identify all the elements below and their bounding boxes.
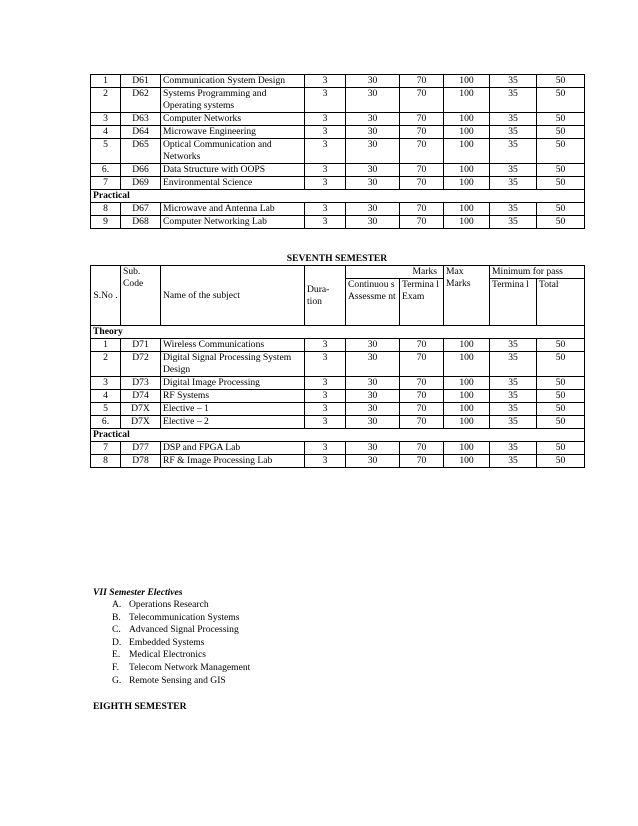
cell-subject: Microwave and Antenna Lab [161,203,305,216]
cell-duration: 3 [305,139,346,164]
cell-terminal: 70 [400,442,444,455]
cell-continuous: 30 [346,88,400,113]
cell-code: D69 [121,177,161,190]
cell-terminal: 70 [400,164,444,177]
cell-terminal: 70 [400,352,444,377]
cell-terminal: 70 [400,88,444,113]
cell-subject: Digital Signal Processing System Design [161,352,305,377]
cell-code: D62 [121,88,161,113]
cell-terminal: 70 [400,113,444,126]
cell-code: D61 [121,75,161,88]
cell-min-total: 50 [537,216,585,229]
cell-terminal: 70 [400,216,444,229]
section-row [91,326,585,339]
elective-item [112,599,250,612]
elective-name: Advanced Signal Processing [129,624,239,636]
cell-sno: 3 [91,113,121,126]
cell-subject: Systems Programming and Operating systems [161,88,305,113]
cell-min-terminal: 35 [490,75,537,88]
cell-duration: 3 [305,416,346,429]
cell-continuous: 30 [346,442,400,455]
header-min-terminal: Termina l [490,279,537,326]
cell-min-terminal: 35 [490,403,537,416]
cell-min-total: 50 [537,126,585,139]
cell-min-terminal: 35 [490,177,537,190]
elective-item [112,649,250,662]
cell-sno: 3 [91,377,121,390]
table-row [91,177,585,190]
table-row [91,352,585,377]
cell-max: 100 [444,403,490,416]
cell-duration: 3 [305,126,346,139]
cell-continuous: 30 [346,216,400,229]
table-row [91,416,585,429]
cell-sno: 8 [91,203,121,216]
cell-code: D63 [121,113,161,126]
cell-terminal: 70 [400,377,444,390]
cell-subject: Environmental Science [161,177,305,190]
cell-code: D66 [121,164,161,177]
cell-max: 100 [444,352,490,377]
cell-min-terminal: 35 [490,442,537,455]
cell-terminal: 70 [400,416,444,429]
seventh-semester-title: SEVENTH SEMESTER [286,253,388,264]
cell-code: D65 [121,139,161,164]
cell-min-total: 50 [537,113,585,126]
cell-min-terminal: 35 [490,113,537,126]
cell-duration: 3 [305,390,346,403]
cell-continuous: 30 [346,403,400,416]
cell-terminal: 70 [400,139,444,164]
table-row [91,139,585,164]
cell-continuous: 30 [346,390,400,403]
elective-letter: D. [112,636,122,648]
cell-max: 100 [444,139,490,164]
header-marks: Marks [346,266,444,279]
sixth-semester-table [90,74,585,229]
cell-continuous: 30 [346,177,400,190]
cell-subject: DSP and FPGA Lab [161,442,305,455]
section-label: Practical [91,429,585,442]
cell-max: 100 [444,416,490,429]
cell-min-total: 50 [537,442,585,455]
cell-terminal: 70 [400,455,444,468]
cell-min-total: 50 [537,455,585,468]
cell-sno: 9 [91,216,121,229]
header-max: Max Marks [444,266,490,326]
electives-list [112,599,250,687]
cell-sno: 2 [91,352,121,377]
table-row [91,403,585,416]
cell-duration: 3 [305,442,346,455]
cell-sno: 6. [91,164,121,177]
cell-subject: RF & Image Processing Lab [161,455,305,468]
cell-max: 100 [444,339,490,352]
cell-duration: 3 [305,403,346,416]
table-row [91,377,585,390]
cell-sno: 4 [91,126,121,139]
cell-min-total: 50 [537,88,585,113]
cell-max: 100 [444,164,490,177]
table-row [91,339,585,352]
cell-duration: 3 [305,88,346,113]
section-label: Practical [91,190,585,203]
cell-code: D74 [121,390,161,403]
cell-sno: 7 [91,442,121,455]
cell-max: 100 [444,216,490,229]
cell-subject: Communication System Design [161,75,305,88]
seventh-semester-table [90,265,585,468]
cell-min-terminal: 35 [490,88,537,113]
cell-min-total: 50 [537,352,585,377]
cell-duration: 3 [305,75,346,88]
cell-min-terminal: 35 [490,416,537,429]
table-row [91,455,585,468]
cell-terminal: 70 [400,390,444,403]
cell-max: 100 [444,442,490,455]
header-sno: S.No . [91,266,121,326]
cell-code: D67 [121,203,161,216]
cell-code: D77 [121,442,161,455]
cell-duration: 3 [305,113,346,126]
section-row [91,190,585,203]
cell-max: 100 [444,390,490,403]
elective-name: Medical Electronics [129,649,206,661]
header-code: Sub. Code [121,266,161,326]
cell-min-terminal: 35 [490,164,537,177]
cell-terminal: 70 [400,203,444,216]
cell-duration: 3 [305,203,346,216]
cell-sno: 2 [91,88,121,113]
cell-duration: 3 [305,339,346,352]
cell-continuous: 30 [346,416,400,429]
cell-min-total: 50 [537,390,585,403]
cell-subject: Optical Communication and Networks [161,139,305,164]
cell-duration: 3 [305,216,346,229]
cell-continuous: 30 [346,164,400,177]
cell-min-terminal: 35 [490,126,537,139]
cell-min-terminal: 35 [490,377,537,390]
cell-max: 100 [444,177,490,190]
cell-max: 100 [444,203,490,216]
elective-item [112,675,250,688]
header-terminal: Termina l Exam [400,279,444,326]
cell-terminal: 70 [400,177,444,190]
cell-subject: Microwave Engineering [161,126,305,139]
elective-letter: C. [112,624,121,636]
section-row [91,429,585,442]
cell-max: 100 [444,377,490,390]
cell-code: D73 [121,377,161,390]
header-minpass: Minimum for pass [490,266,585,279]
table-row [91,203,585,216]
cell-min-terminal: 35 [490,390,537,403]
elective-letter: E. [112,649,121,661]
cell-continuous: 30 [346,455,400,468]
elective-letter: B. [112,611,121,623]
elective-letter: F. [112,661,119,673]
header-continuous: Continuou s Assessme nt [346,279,400,326]
cell-min-total: 50 [537,177,585,190]
cell-min-terminal: 35 [490,339,537,352]
cell-min-total: 50 [537,75,585,88]
cell-continuous: 30 [346,377,400,390]
table-row [91,442,585,455]
cell-max: 100 [444,75,490,88]
cell-duration: 3 [305,164,346,177]
cell-duration: 3 [305,177,346,190]
cell-min-total: 50 [537,416,585,429]
cell-sno: 1 [91,339,121,352]
cell-continuous: 30 [346,352,400,377]
cell-min-terminal: 35 [490,352,537,377]
cell-terminal: 70 [400,339,444,352]
elective-item [112,662,250,675]
table-row [91,88,585,113]
section-label: Theory [91,326,585,339]
elective-item [112,612,250,625]
cell-code: D78 [121,455,161,468]
cell-continuous: 30 [346,75,400,88]
elective-name: Telecommunication Systems [129,611,240,623]
cell-sno: 6. [91,416,121,429]
header-min-total: Total [537,279,585,326]
table-row [91,216,585,229]
cell-code: D7X [121,403,161,416]
elective-letter: A. [112,599,122,610]
cell-duration: 3 [305,455,346,468]
cell-sno: 4 [91,390,121,403]
elective-letter: G. [112,674,122,686]
cell-max: 100 [444,455,490,468]
table-row [91,113,585,126]
elective-name: Embedded Systems [129,636,205,648]
cell-continuous: 30 [346,139,400,164]
cell-continuous: 30 [346,339,400,352]
cell-continuous: 30 [346,203,400,216]
cell-sno: 5 [91,139,121,164]
cell-subject: Wireless Communications [161,339,305,352]
cell-code: D64 [121,126,161,139]
cell-sno: 7 [91,177,121,190]
cell-subject: RF Systems [161,390,305,403]
cell-terminal: 70 [400,75,444,88]
cell-min-terminal: 35 [490,203,537,216]
cell-max: 100 [444,113,490,126]
electives-title: VII Semester Electives [93,587,183,598]
cell-continuous: 30 [346,126,400,139]
cell-subject: Elective – 1 [161,403,305,416]
header-duration: Dura- tion [305,266,346,326]
cell-subject: Computer Networking Lab [161,216,305,229]
cell-max: 100 [444,126,490,139]
cell-min-terminal: 35 [490,455,537,468]
elective-item [112,624,250,637]
cell-min-total: 50 [537,203,585,216]
elective-item [112,637,250,650]
header-name: Name of the subject [161,266,305,326]
eighth-semester-title: EIGHTH SEMESTER [93,701,187,712]
cell-subject: Data Structure with OOPS [161,164,305,177]
table-row [91,126,585,139]
cell-min-terminal: 35 [490,139,537,164]
cell-duration: 3 [305,352,346,377]
cell-max: 100 [444,88,490,113]
cell-sno: 5 [91,403,121,416]
cell-sno: 8 [91,455,121,468]
cell-min-total: 50 [537,377,585,390]
table-row [91,164,585,177]
cell-duration: 3 [305,377,346,390]
cell-subject: Digital Image Processing [161,377,305,390]
cell-subject: Elective – 2 [161,416,305,429]
cell-code: D7X [121,416,161,429]
cell-min-total: 50 [537,164,585,177]
cell-terminal: 70 [400,403,444,416]
cell-code: D71 [121,339,161,352]
cell-min-total: 50 [537,139,585,164]
cell-min-total: 50 [537,403,585,416]
table-row [91,390,585,403]
cell-code: D72 [121,352,161,377]
elective-name: Operations Research [129,599,209,610]
cell-code: D68 [121,216,161,229]
cell-min-total: 50 [537,339,585,352]
cell-continuous: 30 [346,113,400,126]
cell-sno: 1 [91,75,121,88]
cell-subject: Computer Networks [161,113,305,126]
elective-name: Telecom Network Management [129,661,251,673]
cell-min-terminal: 35 [490,216,537,229]
table-row [91,75,585,88]
cell-terminal: 70 [400,126,444,139]
elective-name: Remote Sensing and GIS [129,674,226,686]
